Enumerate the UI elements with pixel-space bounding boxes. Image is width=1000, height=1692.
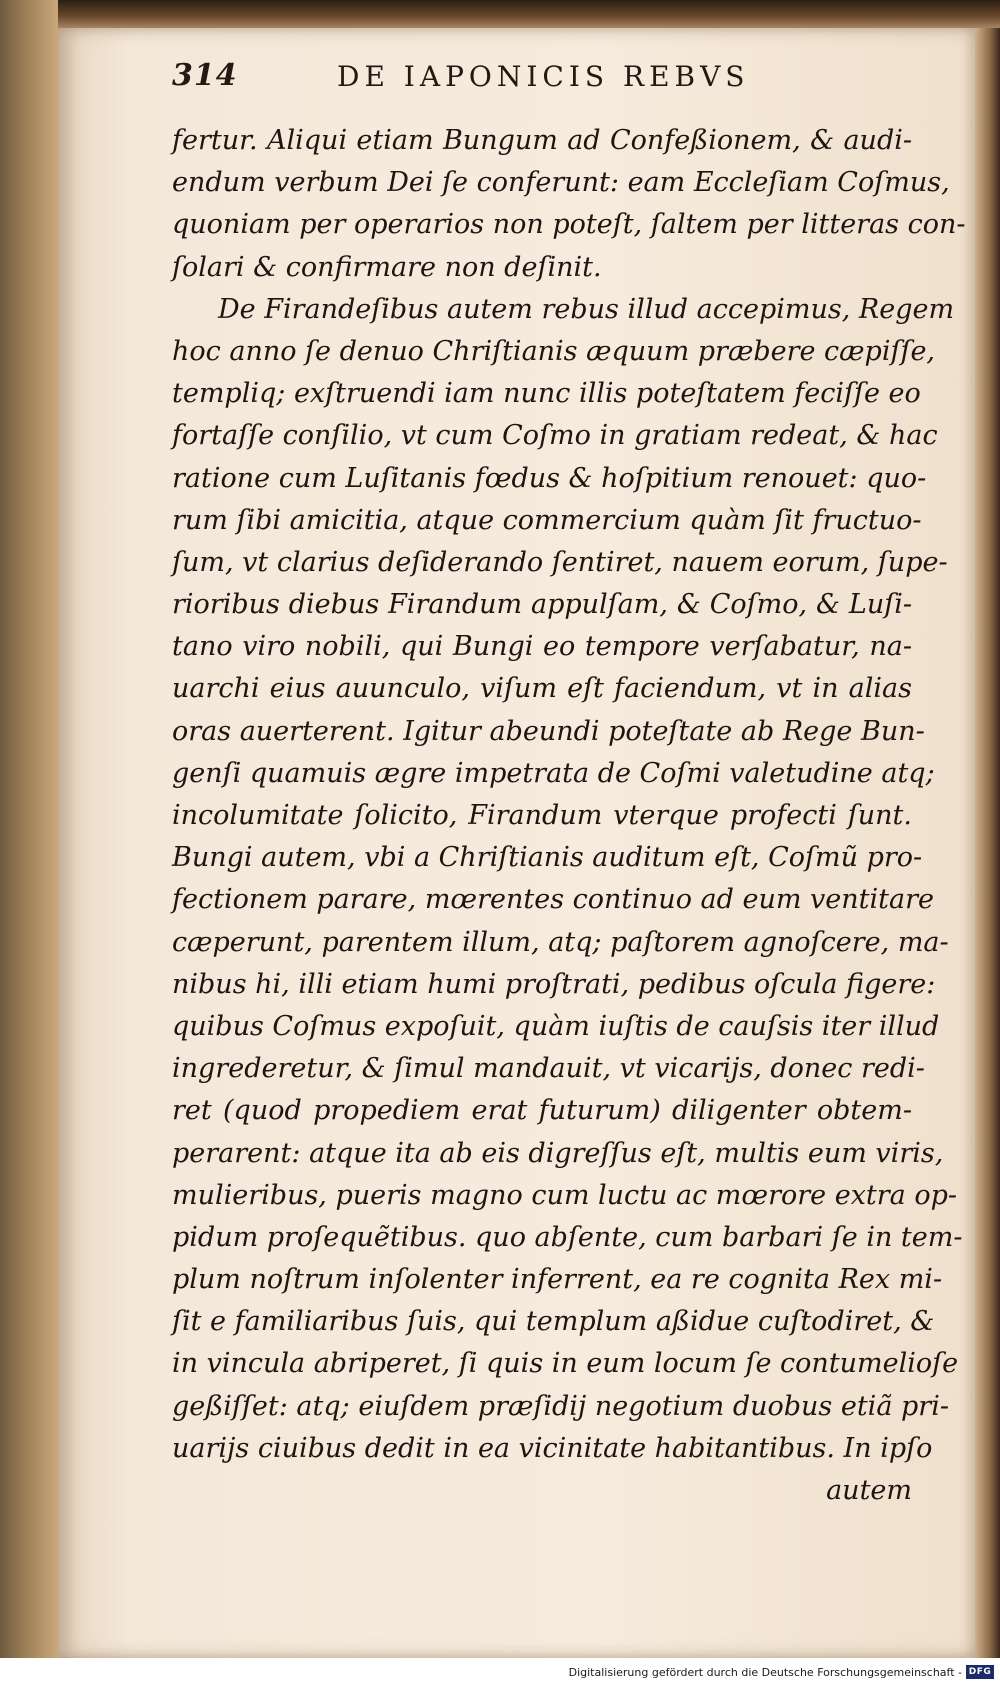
text-line: tano viro nobili, qui Bungi eo tempore verſabatur, na- xyxy=(172,631,912,663)
text-line: quoniam per operarios non poteſt, ſaltem per litteras con- xyxy=(172,209,966,241)
funding-credit: Digitalisierung gefördert durch die Deutsche Forschungsgemeinschaft - xyxy=(568,1666,962,1679)
text-line: cæperunt, parentem illum, atq; paſtorem agnoſcere, ma- xyxy=(172,926,949,958)
text-line: templiq; exſtruendi iam nunc illis poteſtatem feciſſe eo xyxy=(172,378,921,410)
text-line: hoc anno ſe denuo Chriſtianis æquum præbere cæpiſſe, xyxy=(172,335,936,367)
running-head-title: DE IAPONICIS REBVS xyxy=(337,60,750,93)
text-line: ret (quod propediem erat futurum) diligenter obtem- xyxy=(172,1095,912,1127)
text-line: nibus hi, illi etiam humi proſtrati, pedibus oſcula figere: xyxy=(172,968,936,1000)
text-line: rum ſibi amicitia, atque commercium quàm ſit fructuo- xyxy=(172,504,922,536)
text-line: plum noſtrum inſolenter inferrent, ea re cognita Rex mi- xyxy=(172,1264,943,1296)
text-line: quibus Coſmus expoſuit, quàm iuſtis de cauſsis iter illud xyxy=(172,1010,940,1042)
text-line: ſum, vt clarius deſiderando ſentiret, nauem eorum, ſupe- xyxy=(172,546,948,578)
text-line: Bungi autem, vbi a Chriſtianis auditum eſt, Coſmũ pro- xyxy=(172,842,923,874)
text-line: fectionem parare, mœrentes continuo ad eum ventitare xyxy=(172,884,934,916)
text-line: uarijs ciuibus dedit in ea vicinitate habitantibus. In ipſo xyxy=(172,1432,933,1464)
text-line: ſolari & confirmare non deſinit. xyxy=(172,251,602,283)
text-line: genſi quamuis ægre impetrata de Coſmi valetudine atq; xyxy=(172,757,935,789)
text-line: mulieribus, pueris magno cum luctu ac mœrore extra op- xyxy=(172,1179,958,1211)
text-line: oras auerterent. Igitur abeundi poteſtate ab Rege Bun- xyxy=(172,715,925,747)
text-line: De Firandeſibus autem rebus illud accepimus, Regem xyxy=(218,293,955,325)
body-text xyxy=(172,120,966,1512)
digitization-footer xyxy=(0,1658,1000,1692)
text-line: uarchi eius auunculo, viſum eſt faciendum, vt in alias xyxy=(172,673,912,705)
text-line: ingrederetur, & ſimul mandauit, vt vicarijs, donec redi- xyxy=(172,1053,925,1085)
book-edge-top xyxy=(58,0,1000,28)
dfg-logo: DFG xyxy=(966,1665,994,1679)
text-line: fertur. Aliqui etiam Bungum ad Confeßionem, & audi- xyxy=(172,125,912,156)
book-fore-edge xyxy=(975,28,1000,1658)
text-line: geßiſſet: atq; eiuſdem præſidij negotium duobus etiã pri- xyxy=(172,1390,949,1422)
text-line: in vincula abriperet, ſi quis in eum locum ſe contumelioſe xyxy=(172,1348,959,1380)
text-line: ratione cum Luſitanis fœdus & hoſpitium renouet: quo- xyxy=(172,462,927,494)
page-number: 314 xyxy=(172,58,238,93)
text-line: fortaſſe conſilio, vt cum Coſmo in gratiam redeat, & hac xyxy=(172,420,938,452)
text-line: perarent: atque ita ab eis digreſſus eſt, multis eum viris, xyxy=(172,1137,944,1169)
book-spine-edge xyxy=(0,0,58,1658)
text-line: endum verbum Dei ſe conferunt: eam Eccleſiam Coſmus, xyxy=(172,167,950,199)
text-line: rioribus diebus Firandum appulſam, & Coſmo, & Luſi- xyxy=(172,589,912,621)
text-line: pidum proſequẽtibus. quo abſente, cum barbari ſe in tem- xyxy=(172,1221,963,1253)
catchword: autem xyxy=(826,1475,912,1506)
running-head xyxy=(172,58,872,98)
text-line: incolumitate ſolicito, Firandum vterque profecti ſunt. xyxy=(172,800,912,831)
text-line: ſit e familiaribus ſuis, qui templum aßidue cuſtodiret, & xyxy=(172,1306,935,1338)
